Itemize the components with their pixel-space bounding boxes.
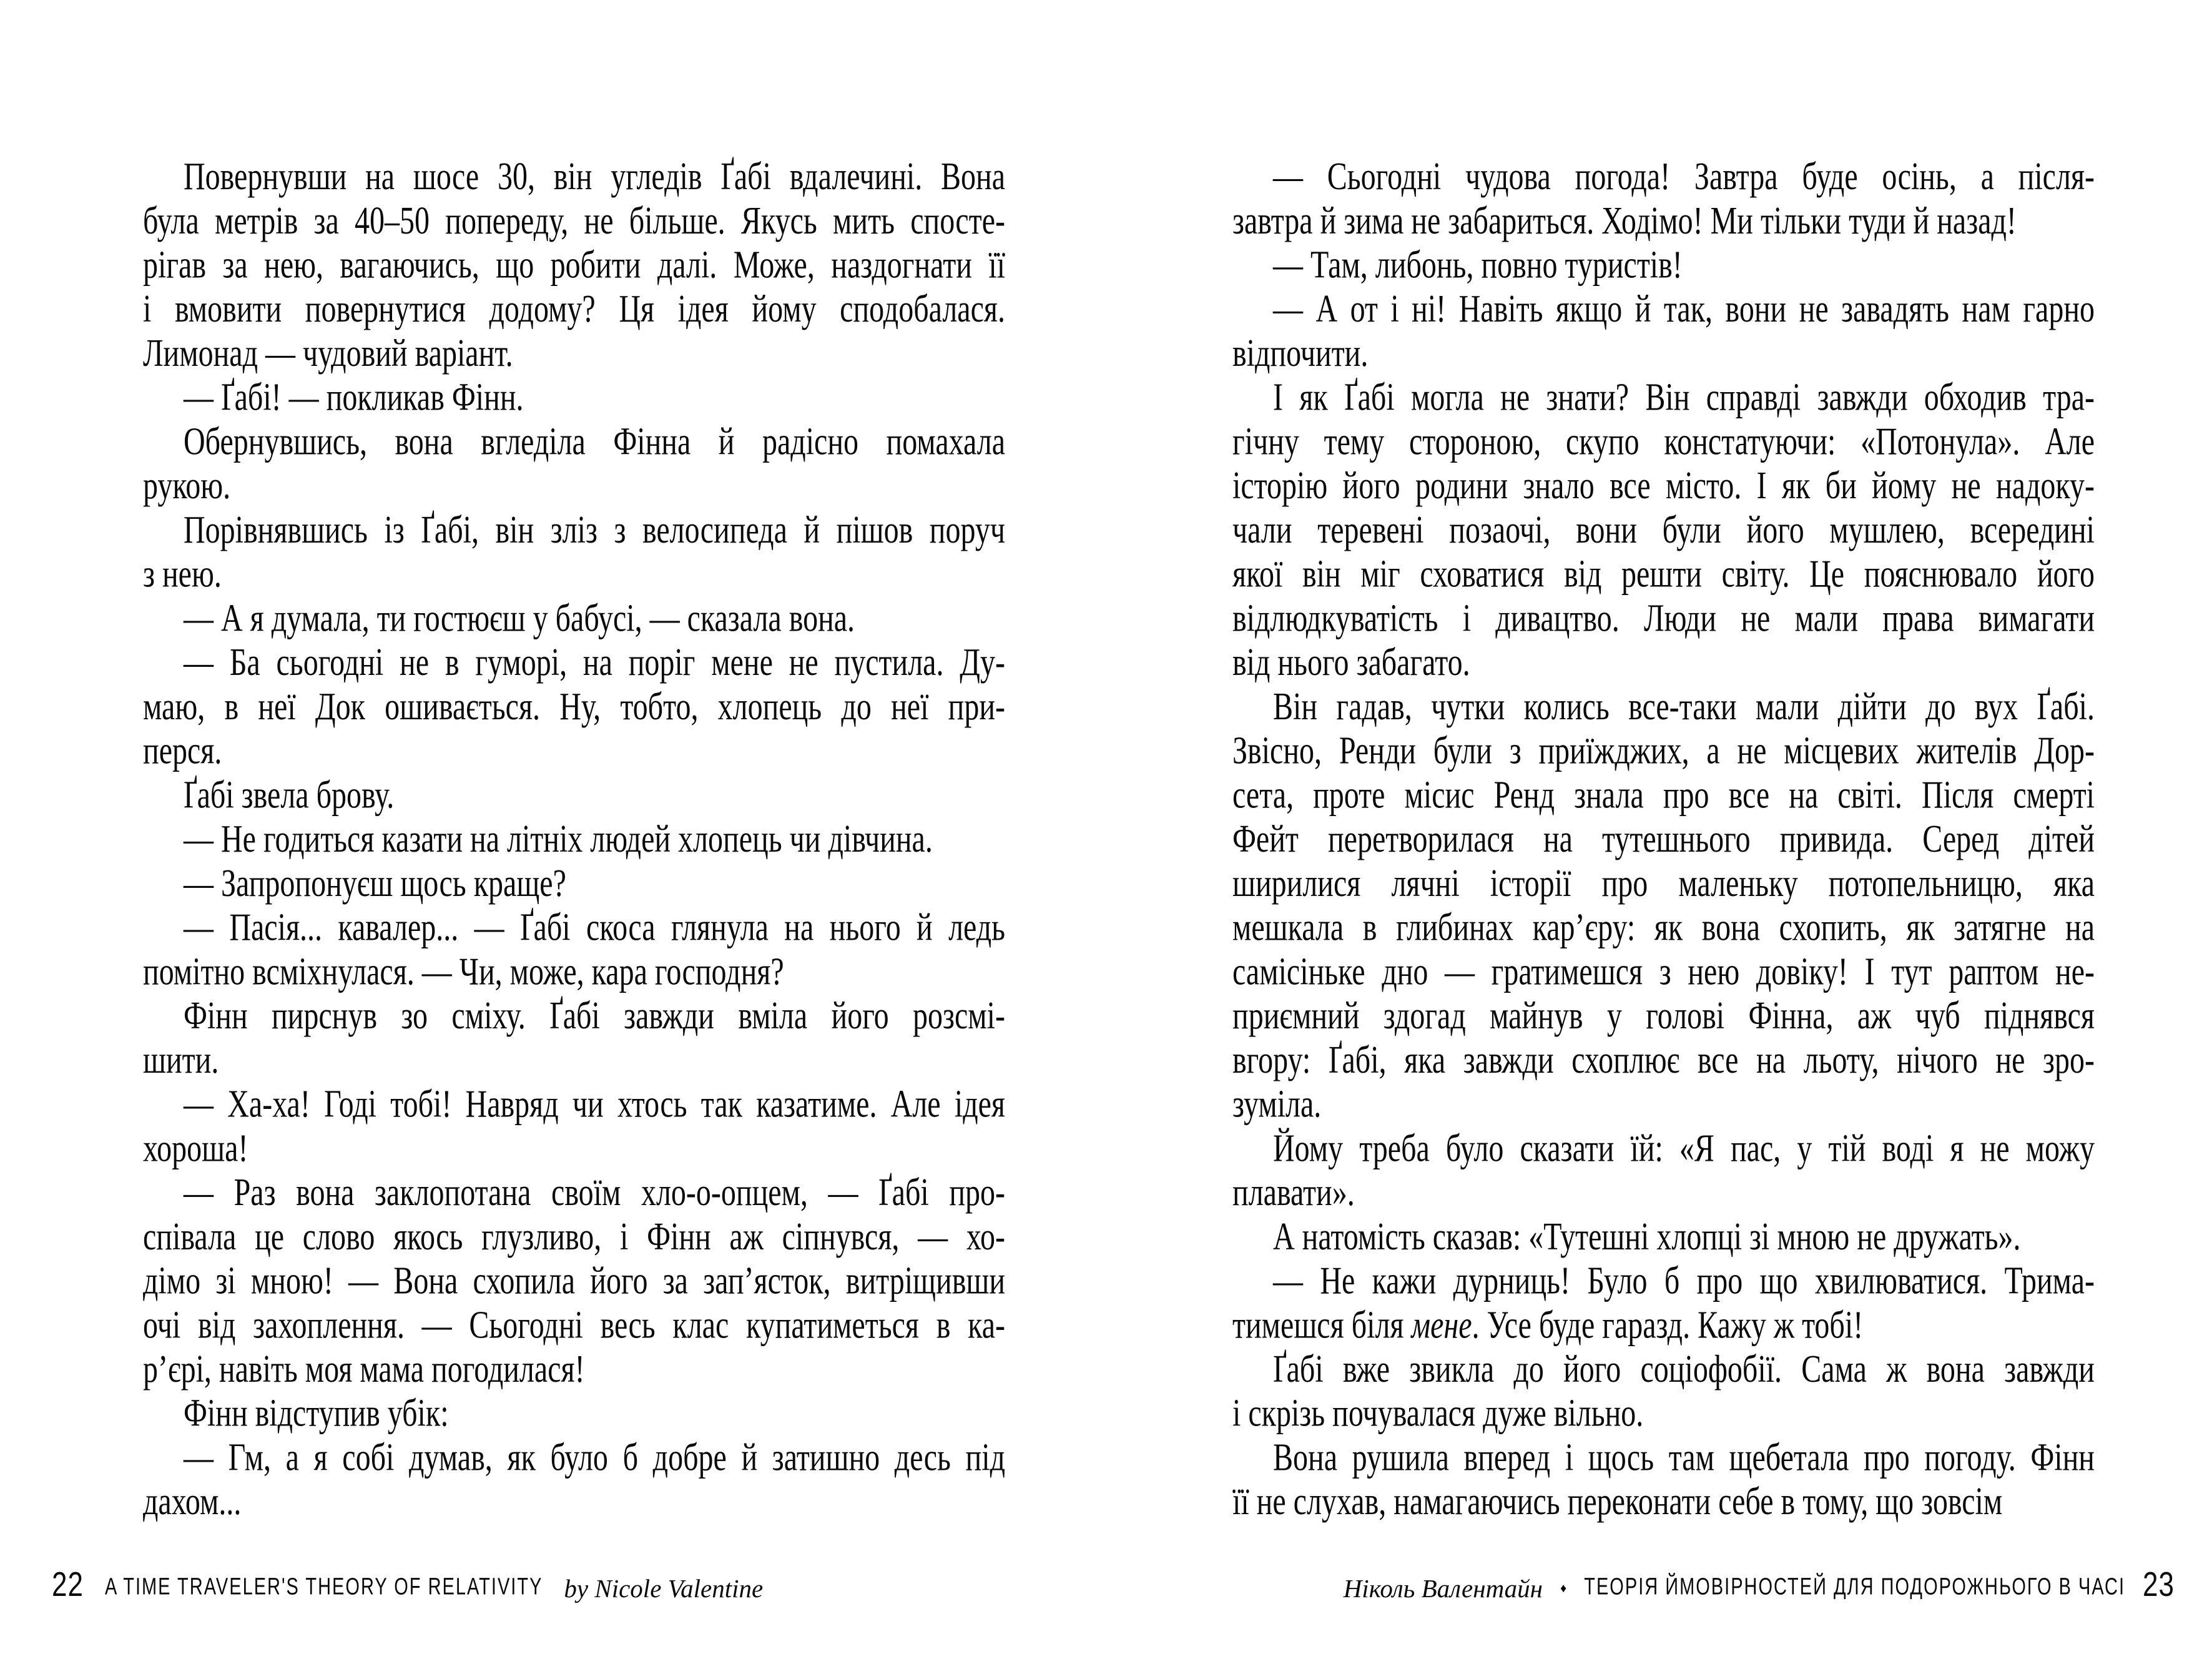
text-line: мешкала в глибинах кар’єру: як вона схопить, як затягне на [1232, 905, 2095, 950]
text-line: — А от і ні! Навіть якщо й так, вони не завадять нам гарно [1273, 287, 2095, 331]
text-line: від нього забагато. [1232, 641, 1470, 684]
left-page-footer [52, 1556, 763, 1602]
text-line: тимешся біля мене. Усе буде гаразд. Кажу ж тобі! [1232, 1303, 1864, 1347]
right-running-title: ТЕОРІЯ ЙМОВІРНОСТЕЙ ДЛЯ ПОДОРОЖНЬОГО В ЧАСІ [1584, 1574, 2126, 1600]
text-line: Він гадав, чутки колись все-таки мали дійти до вух Ґабі. [1273, 684, 2095, 729]
text-line: — Не годиться казати на літніх людей хлопець чи дівчина. [184, 817, 933, 861]
text-line: самісіньке дно — гратимешся з нею довіку! І тут раптом не- [1232, 950, 2095, 993]
text-line: вгору: Ґабі, яка завжди схоплює все на льоту, нічого не зро- [1232, 1038, 2095, 1082]
text-line: хороша! [143, 1126, 248, 1170]
text-line: рігав за нею, вагаючись, що робити далі. Може, наздогнати її [143, 243, 1005, 287]
text-line: — Пасія... кавалер... — Ґабі скоса глянула на нього й ледь [184, 905, 1005, 950]
text-line: Йому треба було сказати їй: «Я пас, у тій воді я не можу [1273, 1126, 2095, 1170]
text-line: — Не кажи дурниць! Було б про що хвилюватися. Трима- [1273, 1259, 2095, 1302]
text-line: помітно всміхнулася. — Чи, може, кара господня? [143, 950, 784, 993]
text-line: перся. [143, 729, 222, 773]
left-running-byline: by Nicole Valentine [564, 1574, 764, 1603]
text-line: І як Ґабі могла не знати? Він справді завжди обходив тра- [1273, 375, 2095, 420]
right-page-number: 23 [2143, 1565, 2175, 1604]
text-line: її не слухав, намагаючись переконати себе в тому, що зовсім [1232, 1480, 2003, 1524]
text-line: — Там, либонь, повно туристів! [1273, 243, 1683, 287]
text-line: А натомість сказав: «Тутешні хлопці зі мною не дружать». [1273, 1214, 2021, 1259]
right-running-author: Ніколь Валентайн [1343, 1574, 1543, 1603]
text-line: плавати». [1232, 1171, 1355, 1214]
text-line: — Ба сьогодні не в гуморі, на поріг мене не пустила. Ду- [184, 641, 1005, 684]
text-line: маю, в неї Док ошивається. Ну, тобто, хлопець до неї при- [143, 684, 1005, 729]
text-line: — Сьогодні чудова погода! Завтра буде осінь, а після- [1273, 155, 2095, 199]
text-line: Фейт перетворилася на тутешнього привида. Серед дітей [1232, 817, 2095, 861]
text-line: з нею. [143, 552, 222, 596]
left-page-text [143, 155, 1005, 1524]
text-line: рукою. [143, 464, 231, 508]
text-line: співала це слово якось глузливо, і Фінн аж сіпнувся, — хо- [143, 1214, 1005, 1259]
text-line: історію його родини знало все місто. І як би йому не надоку- [1232, 464, 2095, 508]
text-line: і скрізь почувалася дуже вільно. [1232, 1391, 1644, 1435]
right-page-footer [1344, 1556, 2175, 1602]
text-line: Фінн відступив убік: [184, 1391, 449, 1435]
text-line: якої він міг сховатися від решти світу. Це пояснювало його [1232, 552, 2095, 596]
text-line: зуміла. [1232, 1082, 1322, 1126]
text-line: — А я думала, ти гостюєш у бабусі, — сказала вона. [184, 596, 855, 640]
text-line: Порівнявшись із Ґабі, він зліз з велосипеда й пішов поруч [184, 508, 1005, 552]
text-line: шити. [143, 1038, 219, 1082]
text-line: Фінн пирснув зо сміху. Ґабі завжди вміла його розсмі- [184, 994, 1005, 1038]
text-line: сета, проте місис Ренд знала про все на світі. Після смерті [1232, 773, 2095, 817]
text-line: дахом... [143, 1480, 242, 1524]
text-line: Повернувши на шосе 30, він угледів Ґабі вдалечині. Вона [184, 155, 1005, 199]
text-line: відлюдкуватість і дивацтво. Люди не мали права вимагати [1232, 596, 2095, 640]
text-line: приємний здогад майнув у голові Фінна, аж чуб піднявся [1232, 994, 2095, 1038]
text-line: Звісно, Ренди були з приїжджих, а не місцевих жителів Дор- [1232, 729, 2095, 773]
text-line: Вона рушила вперед і щось там щебетала про погоду. Фінн [1273, 1435, 2095, 1479]
text-line: р’єрі, навіть моя мама погодилася! [143, 1347, 585, 1391]
text-line: чали теревені позаочі, вони були його мушлею, всередині [1232, 508, 2095, 552]
text-line: Ґабі вже звикла до його соціофобії. Сама ж вона завжди [1273, 1347, 2095, 1391]
text-line: дімо зі мною! — Вона схопила його за зап’ясток, витріщивши [143, 1259, 1005, 1302]
text-line: Обернувшись, вона вгледіла Фінна й радісно помахала [184, 420, 1005, 463]
text-line: гічну тему стороною, скупо констатуючи: «Потонула». Але [1232, 420, 2095, 463]
left-running-title: A TIME TRAVELER'S THEORY OF RELATIVITY [104, 1574, 543, 1600]
text-line: — Гм, а я собі думав, як було б добре й затишно десь під [184, 1435, 1005, 1479]
text-line: завтра й зима не забариться. Ходімо! Ми тільки туди й назад! [1232, 199, 2017, 243]
text-line: Лимонад — чудовий варіант. [143, 331, 513, 375]
text-line: — Ґабі! — покликав Фінн. [184, 375, 524, 420]
left-page-number: 22 [52, 1565, 84, 1604]
text-line: Ґабі звела брову. [184, 773, 395, 817]
text-line: і вмовити повернутися додому? Ця ідея йому сподобалася. [143, 287, 1005, 331]
text-line: відпочити. [1232, 331, 1369, 375]
text-line: — Ха-ха! Годі тобі! Навряд чи хтось так казатиме. Але ідея [184, 1082, 1005, 1126]
text-line: очі від захоплення. — Сьогодні весь клас купатиметься в ка- [143, 1303, 1005, 1347]
text-line: була метрів за 40–50 попереду, не більше. Якусь мить спосте- [143, 199, 1005, 243]
diamond-separator-icon: ♦ [1560, 1582, 1567, 1595]
text-line: ширилися лячні історії про маленьку потопельницю, яка [1232, 861, 2095, 905]
text-line: — Запропонуєш щось краще? [184, 861, 566, 905]
right-page-text [1232, 155, 2095, 1524]
text-line: — Раз вона заклопотана своїм хло-о-опцем, — Ґабі про- [184, 1171, 1005, 1214]
